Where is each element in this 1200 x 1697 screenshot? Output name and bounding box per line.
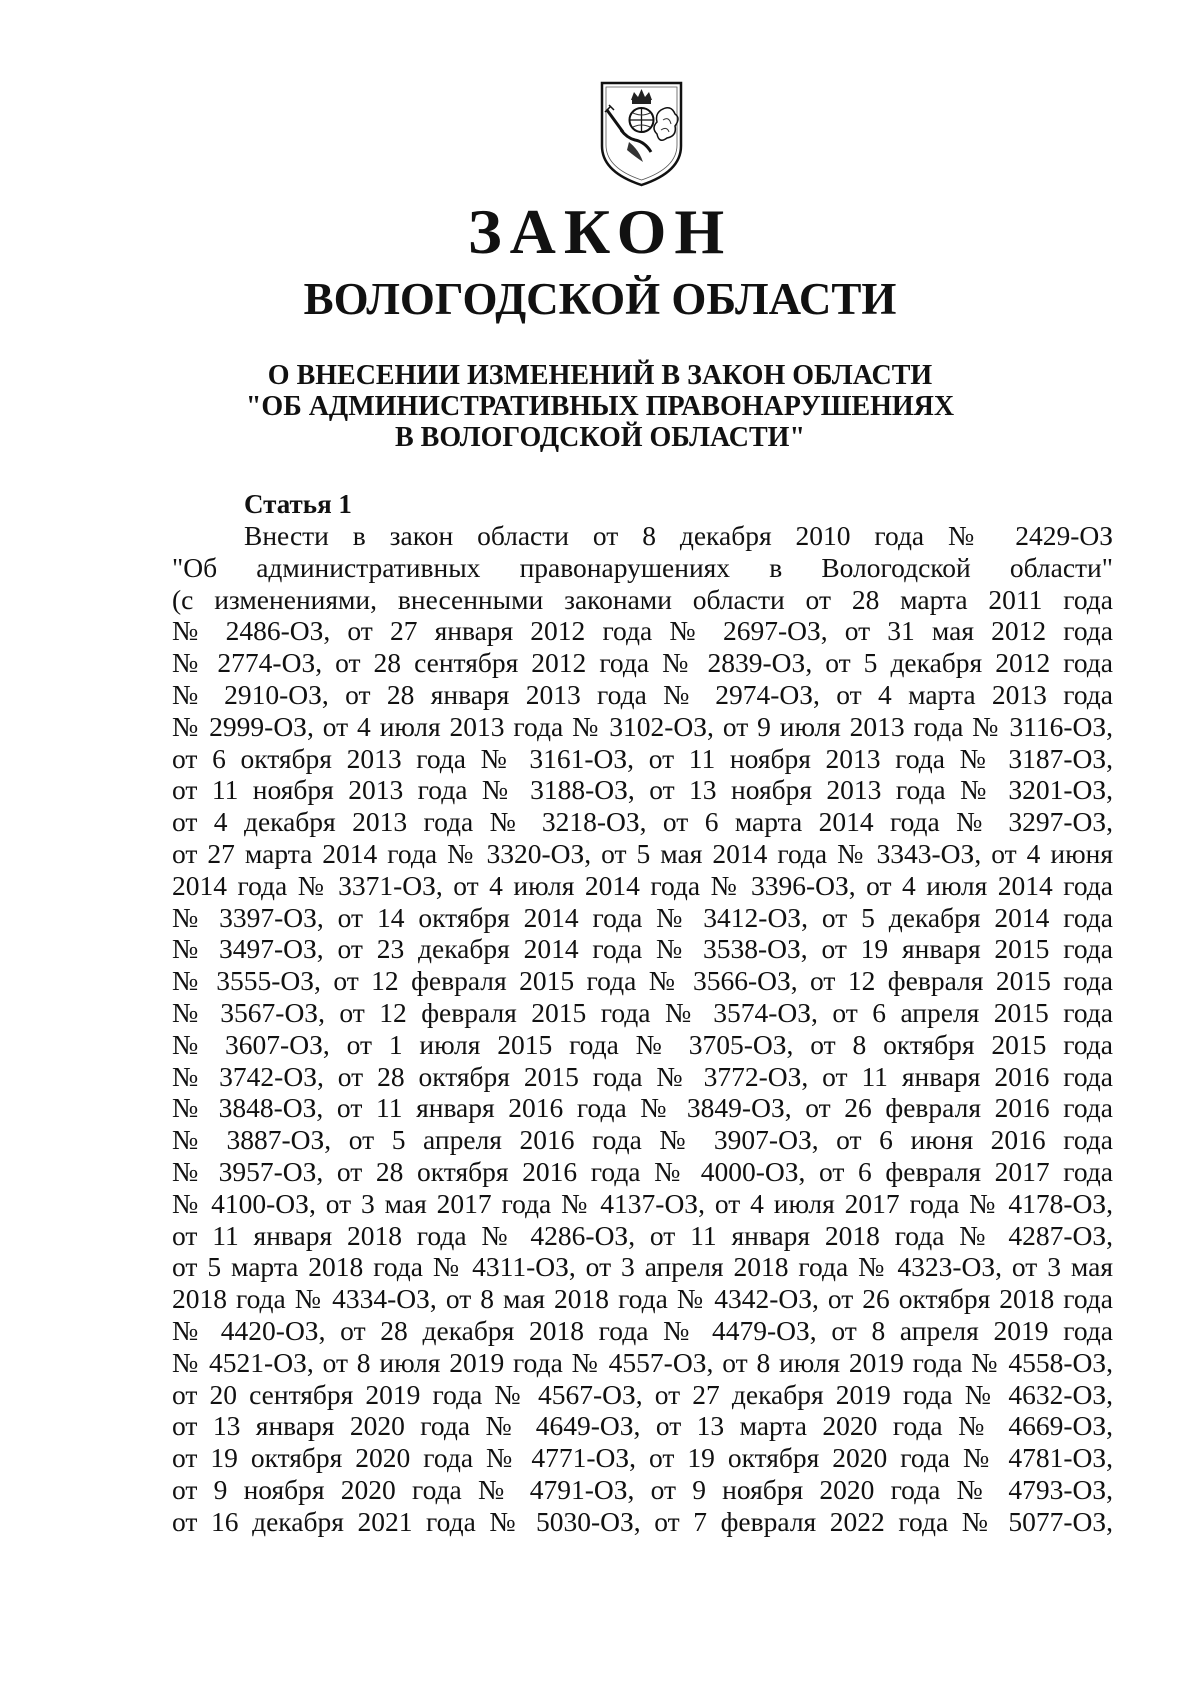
body-line: № 3742-ОЗ, от 28 октября 2015 года № 3772-ОЗ, от 11 января 2016 года [172,1060,1113,1092]
body-line: от 11 ноября 2013 года № 3188-ОЗ, от 13 ноября 2013 года № 3201-ОЗ, [172,774,1113,806]
body-line: 2018 года № 4334-ОЗ, от 8 мая 2018 года № 4342-ОЗ, от 26 октября 2018 года [172,1283,1113,1315]
body-line: № 3957-ОЗ, от 28 октября 2016 года № 4000-ОЗ, от 6 февраля 2017 года [172,1155,1113,1187]
body-line: № 2910-ОЗ, от 28 января 2013 года № 2974-ОЗ, от 4 марта 2013 года [172,678,1113,710]
body-line: от 27 марта 2014 года № 3320-ОЗ, от 5 мая 2014 года № 3343-ОЗ, от 4 июня [172,837,1113,869]
body-line: от 16 декабря 2021 года № 5030-ОЗ, от 7 февраля 2022 года № 5077-ОЗ, [172,1505,1113,1537]
subject-line: "ОБ АДМИНИСТРАТИВНЫХ ПРАВОНАРУШЕНИЯХ [245,391,955,422]
body-line: от 20 сентября 2019 года № 4567-ОЗ, от 27 декабря 2019 года № 4632-ОЗ, [172,1378,1113,1410]
document-title: ЗАКОН [467,196,733,267]
subject-line: В ВОЛОГОДСКОЙ ОБЛАСТИ" [394,422,806,453]
coat-of-arms-icon [599,80,684,188]
body-line: № 4521-ОЗ, от 8 июля 2019 года № 4557-ОЗ, от 8 июля 2019 года № 4558-ОЗ, [172,1346,1113,1378]
body-line: от 13 января 2020 года № 4649-ОЗ, от 13 марта 2020 года № 4669-ОЗ, [172,1410,1113,1442]
body-line: № 3607-ОЗ, от 1 июля 2015 года № 3705-ОЗ, от 8 октября 2015 года [172,1028,1113,1060]
body-line: 2014 года № 3371-ОЗ, от 4 июля 2014 года № 3396-ОЗ, от 4 июля 2014 года [172,869,1113,901]
body-line: № 3555-ОЗ, от 12 февраля 2015 года № 3566-ОЗ, от 12 февраля 2015 года [172,965,1113,997]
law-subject [200,360,1000,453]
body-line: № 4100-ОЗ, от 3 мая 2017 года № 4137-ОЗ, от 4 июля 2017 года № 4178-ОЗ, [172,1187,1113,1219]
body-line: от 5 марта 2018 года № 4311-ОЗ, от 3 апреля 2018 года № 4323-ОЗ, от 3 мая [172,1251,1113,1283]
body-line: № 3887-ОЗ, от 5 апреля 2016 года № 3907-ОЗ, от 6 июня 2016 года [172,1124,1113,1156]
body-line: от 9 ноября 2020 года № 4791-ОЗ, от 9 ноября 2020 года № 4793-ОЗ, [172,1473,1113,1505]
body-line: от 6 октября 2013 года № 3161-ОЗ, от 11 ноября 2013 года № 3187-ОЗ, [172,742,1113,774]
body-line: (с изменениями, внесенными законами области от 28 марта 2011 года [172,583,1113,615]
body-line: от 19 октября 2020 года № 4771-ОЗ, от 19 октября 2020 года № 4781-ОЗ, [172,1442,1113,1474]
body-line: "Об административных правонарушениях в Вологодской области" [172,551,1113,583]
body-line: № 3848-ОЗ, от 11 января 2016 года № 3849-ОЗ, от 26 февраля 2016 года [172,1092,1113,1124]
body-line: № 3497-ОЗ, от 23 декабря 2014 года № 3538-ОЗ, от 19 января 2015 года [172,933,1113,965]
body-line: № 3567-ОЗ, от 12 февраля 2015 года № 3574-ОЗ, от 6 апреля 2015 года [172,996,1113,1028]
body-line: № 2774-ОЗ, от 28 сентября 2012 года № 2839-ОЗ, от 5 декабря 2012 года [172,647,1113,679]
body-line: Внести в закон области от 8 декабря 2010 года № 2429-ОЗ [244,520,1113,551]
body-line: № 2999-ОЗ, от 4 июля 2013 года № 3102-ОЗ, от 9 июля 2013 года № 3116-ОЗ, [172,710,1113,742]
body-line: от 4 декабря 2013 года № 3218-ОЗ, от 6 марта 2014 года № 3297-ОЗ, [172,806,1113,838]
body-line: № 2486-ОЗ, от 27 января 2012 года № 2697-ОЗ, от 31 мая 2012 года [172,615,1113,647]
article-body [172,520,1113,1538]
body-line: № 4420-ОЗ, от 28 декабря 2018 года № 4479-ОЗ, от 8 апреля 2019 года [172,1314,1113,1346]
body-line: от 11 января 2018 года № 4286-ОЗ, от 11 января 2018 года № 4287-ОЗ, [172,1219,1113,1251]
body-line: № 3397-ОЗ, от 14 октября 2014 года № 3412-ОЗ, от 5 декабря 2014 года [172,901,1113,933]
region-title: ВОЛОГОДСКОЙ ОБЛАСТИ [303,274,897,324]
subject-line: О ВНЕСЕНИИ ИЗМЕНЕНИЙ В ЗАКОН ОБЛАСТИ [267,360,933,391]
article-heading: Статья 1 [244,489,352,519]
